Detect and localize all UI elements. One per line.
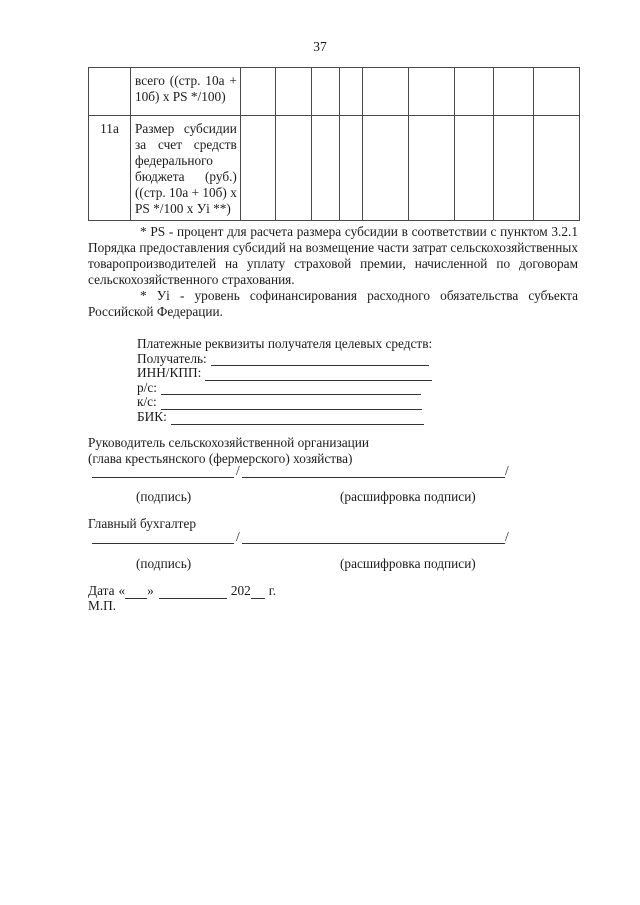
footnote-line: сельскохозяйственного страхования.: [88, 272, 295, 287]
value-cell[interactable]: [493, 116, 533, 221]
value-cell[interactable]: [311, 116, 339, 221]
subsidy-table: [88, 67, 580, 221]
settlement-account-field: [137, 381, 432, 396]
settlement-account-label: р/с:: [137, 379, 157, 395]
bik-input[interactable]: [171, 413, 424, 425]
value-cell[interactable]: [339, 116, 362, 221]
value-cell[interactable]: [408, 116, 454, 221]
row-label-line: всего ((стр. 10а +: [135, 73, 237, 88]
footnote-yi: [88, 288, 578, 320]
row-label-line: за счет средств: [135, 137, 237, 152]
value-cell[interactable]: [240, 68, 275, 116]
inn-kpp-field: [137, 366, 432, 381]
correspondent-account-label: к/с:: [137, 394, 157, 410]
accountant-decoding-caption: (расшифровка подписи): [340, 556, 476, 571]
footnote-ps: [88, 224, 578, 288]
recipient-label: Получатель:: [137, 350, 207, 366]
date-year-prefix: 202: [230, 583, 251, 598]
page-number: 37: [313, 39, 327, 54]
settlement-account-input[interactable]: [161, 383, 421, 395]
accountant-separator: /: [236, 529, 240, 544]
correspondent-account-input[interactable]: [161, 398, 422, 410]
accountant-decoding-line[interactable]: [242, 543, 505, 544]
inn-kpp-input[interactable]: [205, 369, 432, 381]
footnote-line: Порядка предоставления субсидий на возмещение части затрат сельскохозяйственных: [88, 240, 578, 255]
row-label-line: ((стр. 10а + 10б) х: [135, 185, 237, 200]
row-label-cell: [131, 68, 241, 116]
accountant-separator-end: /: [505, 529, 509, 544]
value-cell[interactable]: [362, 68, 408, 116]
date-line: [88, 583, 276, 599]
recipient-field: [137, 352, 432, 367]
value-cell[interactable]: [311, 68, 339, 116]
footnote-line: * PS - процент для расчета размера субсидии в соответствии с пунктом 3.2.1: [140, 224, 578, 239]
footnote-line: товаропроизводителей на уплату страховой премии, начисленной по договорам: [88, 256, 578, 271]
value-cell[interactable]: [339, 68, 362, 116]
row-label-cell: [131, 116, 241, 221]
date-open-quote: «: [118, 583, 126, 598]
correspondent-account-field: [137, 395, 432, 410]
date-day-input[interactable]: [125, 587, 147, 599]
head-decoding-line[interactable]: [242, 477, 505, 478]
accountant-signature-caption: (подпись): [136, 556, 192, 571]
table-row-11a: [89, 116, 580, 221]
footnote-line: * Уi - уровень софинансирования расходного обязательства субъекта: [140, 288, 578, 303]
head-signature-caption: (подпись): [136, 489, 192, 504]
head-title: [88, 435, 369, 467]
row-number-cell: 11а: [89, 116, 131, 221]
date-year-input[interactable]: [251, 587, 265, 599]
head-title-line: Руководитель сельскохозяйственной организации: [88, 435, 370, 450]
value-cell[interactable]: [533, 116, 579, 221]
head-signature-line[interactable]: [92, 477, 234, 478]
value-cell[interactable]: [275, 68, 311, 116]
value-cell[interactable]: [275, 116, 311, 221]
head-separator: /: [236, 463, 240, 478]
table-row-total: [89, 68, 580, 116]
row-label-line: Размер субсидии: [135, 121, 237, 136]
row-number-cell: [89, 68, 131, 116]
footnote-line: Российской Федерации.: [88, 304, 223, 319]
row-label-line: PS */100 х Уi **): [135, 201, 231, 216]
head-title-line: (глава крестьянского (фермерского) хозяйства): [88, 451, 353, 466]
date-month-input[interactable]: [159, 587, 227, 599]
row-label-line: бюджета (руб.): [135, 169, 237, 184]
value-cell[interactable]: [240, 116, 275, 221]
value-cell[interactable]: [533, 68, 579, 116]
value-cell[interactable]: [454, 68, 493, 116]
value-cell[interactable]: [362, 116, 408, 221]
accountant-signature-line[interactable]: [92, 543, 234, 544]
head-decoding-caption: (расшифровка подписи): [340, 489, 476, 504]
date-close-quote: »: [147, 583, 154, 598]
row-label-line: 10б) х PS */100): [135, 89, 226, 104]
accountant-title: Главный бухгалтер: [88, 516, 197, 531]
bik-label: БИК:: [137, 408, 167, 424]
value-cell[interactable]: [454, 116, 493, 221]
bik-field: [137, 410, 432, 425]
stamp-placeholder: М.П.: [88, 598, 117, 613]
value-cell[interactable]: [493, 68, 533, 116]
payment-details-heading: Платежные реквизиты получателя целевых средств:: [137, 336, 433, 351]
value-cell[interactable]: [408, 68, 454, 116]
payment-details: [137, 337, 432, 425]
date-year-suffix: г.: [268, 583, 277, 598]
recipient-input[interactable]: [211, 354, 429, 366]
row-label-line: федерального: [135, 153, 213, 168]
inn-kpp-label: ИНН/КПП:: [137, 365, 202, 381]
date-label: Дата: [88, 583, 115, 598]
head-separator-end: /: [505, 463, 509, 478]
